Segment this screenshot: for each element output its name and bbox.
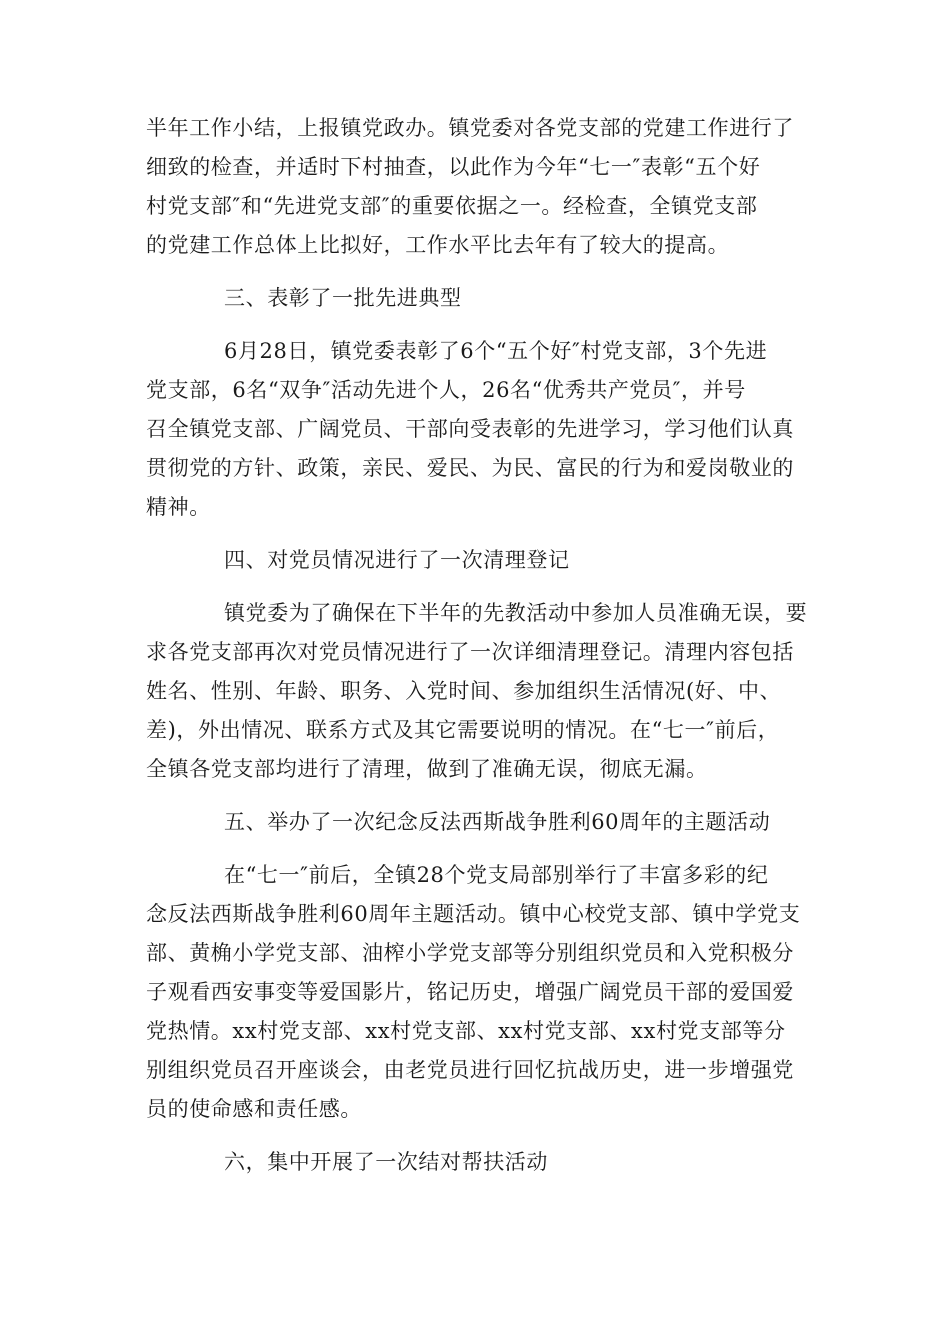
heading-text: 三、表彰了一批先进典型 [224, 286, 462, 310]
text-line: 6月28日，镇党委表彰了6个“五个好″村党支部，3个先进 [224, 339, 768, 363]
text-line: 别组织党员召开座谈会，由老党员进行回忆抗战历史，进一步增强党 [146, 1058, 794, 1082]
heading-text: 六，集中开展了一次结对帮扶活动 [224, 1150, 548, 1174]
text-line: 姓名、性别、年龄、职务、入党时间、参加组织生活情况(好、中、 [146, 679, 782, 703]
text-line: 召全镇党支部、广阔党员、干部向受表彰的先进学习，学习他们认真 [146, 417, 794, 441]
section-heading-pairing-assistance [146, 1143, 816, 1182]
paragraph-commendation [146, 332, 816, 527]
section-heading-commendation [146, 279, 816, 318]
section-heading-member-registration [146, 541, 816, 580]
text-line: 全镇各党支部均进行了清理，做到了准确无误，彻底无漏。 [146, 757, 708, 781]
text-line: 求各党支部再次对党员情况进行了一次详细清理登记。清理内容包括 [146, 640, 794, 664]
text-line: 的党建工作总体上比拟好，工作水平比去年有了较大的提高。 [146, 233, 730, 257]
paragraph-anniversary-activity [146, 856, 816, 1129]
section-heading-anniversary-activity [146, 803, 816, 842]
text-line: 差)，外出情况、联系方式及其它需要说明的情况。在“七一″前后， [146, 718, 780, 742]
paragraph-member-registration [146, 594, 816, 789]
text-line: 员的使命感和责任感。 [146, 1097, 362, 1121]
text-line: 细致的检查，并适时下村抽查，以此作为今年“七一″表彰“五个好 [146, 155, 761, 179]
text-line: 半年工作小结，上报镇党政办。镇党委对各党支部的党建工作进行了 [146, 116, 794, 140]
text-line: 部、黄桷小学党支部、油榨小学党支部等分别组织党员和入党积极分 [146, 941, 794, 965]
text-line: 念反法西斯战争胜利60周年主题活动。镇中心校党支部、镇中学党支 [146, 902, 801, 926]
text-line: 镇党委为了确保在下半年的先教活动中参加人员准确无误，要 [224, 601, 808, 625]
document-page [146, 109, 816, 1182]
heading-text: 五、举办了一次纪念反法西斯战争胜利60周年的主题活动 [224, 810, 771, 834]
text-line: 子观看西安事变等爱国影片，铭记历史，增强广阔党员干部的爱国爱 [146, 980, 794, 1004]
text-line: 党支部，6名“双争″活动先进个人，26名“优秀共产党员″，并号 [146, 378, 746, 402]
text-line: 在“七一″前后，全镇28个党支局部别举行了丰富多彩的纪 [224, 863, 769, 887]
paragraph-party-building-summary [146, 109, 816, 265]
text-line: 村党支部″和“先进党支部″的重要依据之一。经检查，全镇党支部 [146, 194, 758, 218]
text-line: 贯彻党的方针、政策，亲民、爱民、为民、富民的行为和爱岗敬业的 [146, 456, 794, 480]
text-line: 党热情。xx村党支部、xx村党支部、xx村党支部、xx村党支部等分 [146, 1019, 786, 1043]
text-line: 精神。 [146, 495, 211, 519]
heading-text: 四、对党员情况进行了一次清理登记 [224, 548, 570, 572]
